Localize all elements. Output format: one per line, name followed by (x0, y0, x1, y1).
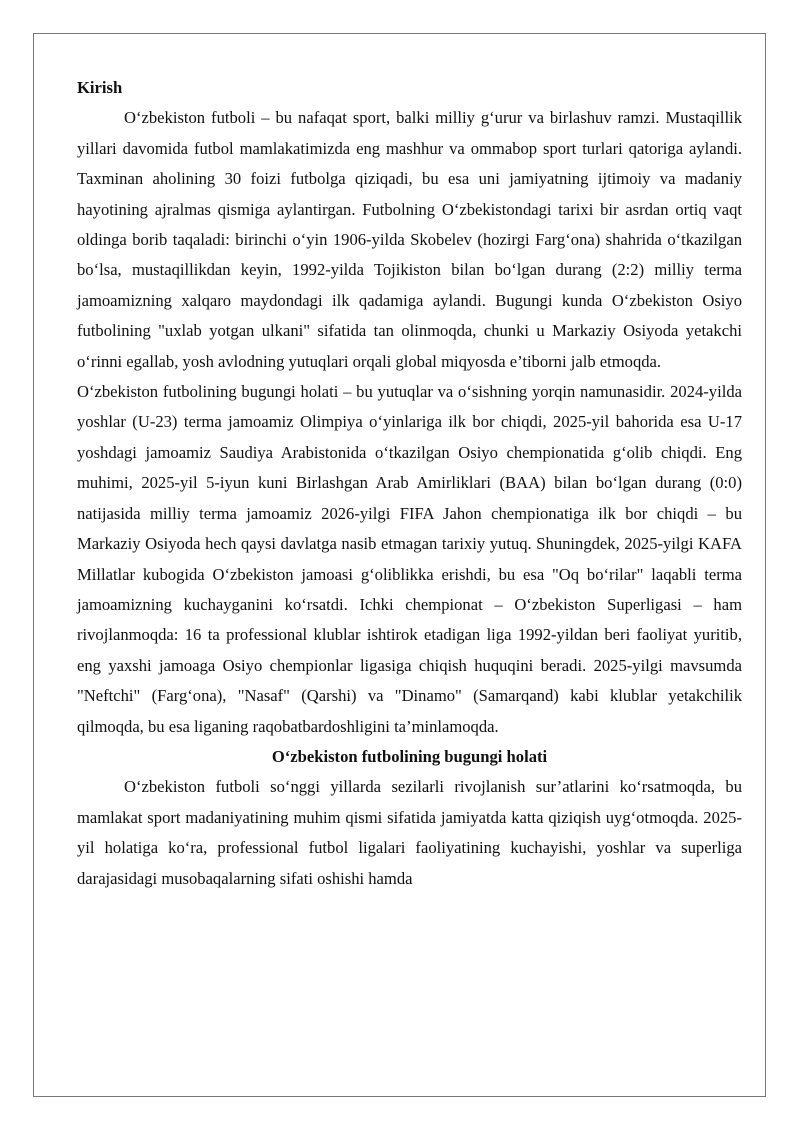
intro-paragraph: O‘zbekiston futboli – bu nafaqat sport, balki milliy g‘urur va birlashuv ramzi. Mustaqillik yillari davomida futbol mamlakatimizda eng mashhur va ommabop sport turlari qatoriga aylandi. Taxminan aholining 30 foizi futbolga qiziqadi, bu esa uni jamiyatning ijtimoiy va madaniy hayotining ajralmas qismiga aylantirgan. Futbolning O‘zbekistondagi tarixi bir asrdan ortiq vaqt oldinga borib taqaladi: birinchi o‘yin 1906-yilda Skobelev (hozirgi Farg‘ona) shahrida o‘tkazilgan bo‘lsa, mustaqillikdan keyin, 1992-yilda Tojikiston bilan bo‘lgan durang (2:2) milliy terma jamoamizning xalqaro maydondagi ilk qadamiga aylandi. Bugungi kunda O‘zbekiston Osiyo futbolining "uxlab yotgan ulkani" sifatida tan olinmoqda, chunki u Markaziy Osiyoda yetakchi o‘rinni egallab, yosh avlodning yutuqlari orqali global miqyosda e’tiborni jalb etmoqda. (77, 108, 742, 371)
document-body (77, 73, 742, 894)
intro-heading: Kirish (77, 78, 123, 97)
current-state-paragraph: O‘zbekiston futbolining bugungi holati – bu yutuqlar va o‘sishning yorqin namunasidir. 2024-yilda yoshlar (U-23) terma jamoamiz Olimpiya o‘yinlariga ilk bor chiqdi, 2025-yil bahorida esa U-17 yoshdagi jamoamiz Saudiya Arabistonida o‘tkazilgan Osiyo chempionatida g‘olib chiqdi. Eng muhimi, 2025-yil 5-iyun kuni Birlashgan Arab Amirliklari (BAA) bilan bo‘lgan durang (0:0) natijasida milliy terma jamoamiz 2026-yilgi FIFA Jahon chempionatiga ilk bor chiqdi – bu Markaziy Osiyoda hech qaysi davlatga nasib etmagan tarixiy yutuq. Shuningdek, 2025-yilgi KAFA Millatlar kubogida O‘zbekiston jamoasi g‘oliblikka erishdi, bu esa "Oq bo‘rilar" laqabli terma jamoamizning kuchayganini ko‘rsatdi. Ichki chempionat – O‘zbekiston Superligasi – ham rivojlanmoqda: 16 ta professional klublar ishtirok etadigan liga 1992-yildan beri faoliyat yuritib, eng yaxshi jamoaga Osiyo chempionlar ligasiga chiqish huquqini beradi. 2025-yilgi mavsumda "Neftchi" (Farg‘ona), "Nasaf" (Qarshi) va "Dinamo" (Samarqand) kabi klublar yetakchilik qilmoqda, bu esa liganing raqobatbardoshligini ta’minlamoqda. (77, 382, 742, 736)
section-paragraph: O‘zbekiston futboli so‘nggi yillarda sezilarli rivojlanish sur’atlarini ko‘rsatmoqda, bu mamlakat sport madaniyatining muhim qismi sifatida jamiyatda katta qiziqish uyg‘otmoqda. 2025-yil holatiga ko‘ra, professional futbol ligalari faoliyatining kuchayishi, yoshlar va superliga darajasidagi musobaqalarning sifati oshishi hamda (77, 777, 742, 888)
section-heading: O‘zbekiston futbolining bugungi holati (271, 746, 548, 766)
